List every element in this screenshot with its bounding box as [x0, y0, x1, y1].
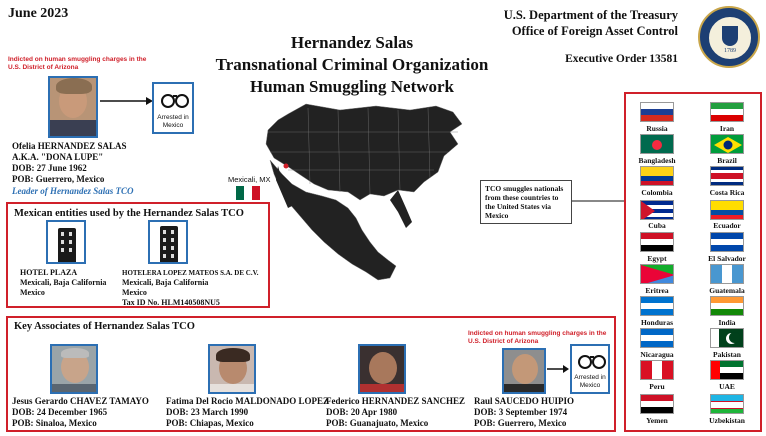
entity-1-city: Mexicali, Baja California: [20, 278, 107, 287]
el-salvador-flag: [710, 232, 744, 252]
entity-2-tax-id: Tax ID No. HLM140508NU5: [122, 298, 220, 307]
country-nicaragua: Nicaragua: [640, 350, 674, 359]
associate-indictment-note: Indicted on human smuggling charges in the U.S. District of Arizona: [468, 330, 607, 345]
country-el-salvador: El Salvador: [708, 254, 746, 263]
country-brazil: Brazil: [717, 156, 737, 165]
entities-heading: Mexican entities used by the Hernandez Salas TCO: [14, 208, 244, 219]
peru-flag: [640, 360, 674, 380]
north-america-map: [248, 96, 476, 286]
uae-flag: [710, 360, 744, 380]
iran-flag: [710, 102, 744, 122]
associate-2-name: Fatima Del Rocio MALDONADO LOPEZ: [166, 396, 329, 406]
country-honduras: Honduras: [640, 318, 674, 327]
uzbekistan-flag: [710, 394, 744, 414]
ecuador-flag: [710, 200, 744, 220]
associate-4-photo: [502, 348, 546, 394]
leader-name: Ofelia HERNANDEZ SALAS: [12, 141, 127, 151]
agency-line-2: Office of Foreign Asset Control: [511, 24, 678, 38]
india-flag: [710, 296, 744, 316]
leader-dob: DOB: 27 June 1962: [12, 163, 87, 173]
shield-icon: [722, 26, 738, 46]
associate-3-photo: [358, 344, 406, 394]
title-line-1: Hernandez Salas: [290, 33, 414, 52]
associate-4-name: Raul SAUCEDO HUIPIO: [474, 396, 575, 406]
agency-line-1: U.S. Department of the Treasury: [503, 8, 678, 22]
entity-2-country: Mexico: [122, 288, 147, 297]
associate-1-dob: DOB: 24 December 1965: [12, 407, 108, 417]
mexico-flag: [236, 186, 260, 200]
eritrea-flag: [640, 264, 674, 284]
country-peru: Peru: [649, 382, 665, 391]
country-ecuador: Ecuador: [713, 221, 741, 230]
associate-1-name: Jesus Gerardo CHAVEZ TAMAYO: [12, 396, 149, 406]
entity-1-country: Mexico: [20, 288, 45, 297]
bangladesh-flag: [640, 134, 674, 154]
title-line-2: Transnational Criminal Organization: [215, 55, 489, 74]
entity-2-name: HOTELERA LOPEZ MATEOS S.A. DE C.V.: [122, 269, 259, 277]
brazil-flag: [710, 134, 744, 154]
seal-year: 1789: [724, 48, 736, 54]
map-label-mexicali: Mexicali, MX: [228, 175, 271, 184]
egypt-flag: [640, 232, 674, 252]
associate-4-dob: DOB: 3 September 1974: [474, 407, 568, 417]
country-colombia: Colombia: [641, 188, 673, 197]
associate-2-dob: DOB: 23 March 1990: [166, 407, 249, 417]
country-bangladesh: Bangladesh: [638, 156, 676, 165]
associate-2-pob: POB: Chiapas, Mexico: [166, 418, 254, 428]
handcuffs-icon: [160, 88, 190, 110]
leader-role: Leader of Hernandez Salas TCO: [12, 186, 134, 196]
handcuffs-icon: [577, 349, 607, 371]
leader-aka: A.K.A. "DONA LUPE": [12, 152, 104, 162]
associate-arrow: [546, 364, 570, 374]
country-costa-rica: Costa Rica: [709, 188, 745, 197]
country-russia: Russia: [646, 124, 668, 133]
country-india: India: [718, 318, 736, 327]
russia-flag: [640, 102, 674, 122]
country-yemen: Yemen: [646, 416, 668, 425]
leader-arrow: [98, 96, 154, 106]
leader-indictment-note: Indicted on human smuggling charges in the U.S. District of Arizona: [8, 56, 147, 71]
smuggling-note: TCO smuggles nationals from these countries to the United States via Mexico: [480, 180, 572, 224]
leader-status: Arrested in Mexico: [157, 114, 189, 129]
associate-status: Arrested in Mexico: [574, 374, 606, 389]
country-eritrea: Eritrea: [645, 286, 669, 295]
mexicali-marker: [284, 164, 289, 169]
guatemala-flag: [710, 264, 744, 284]
associate-2-photo: [208, 344, 256, 394]
note-connector-line: [572, 196, 626, 206]
associate-1-photo: [50, 344, 98, 394]
associate-3-dob: DOB: 20 Apr 1980: [326, 407, 398, 417]
leader-arrest-card: [152, 82, 194, 134]
leader-photo: [48, 76, 98, 138]
cuba-flag: [640, 200, 674, 220]
entities-box: [6, 202, 270, 308]
country-guatemala: Guatemala: [709, 286, 745, 295]
associate-3-name: Federico HERNANDEZ SANCHEZ: [326, 396, 465, 406]
hotelera-building-icon: [148, 220, 188, 264]
country-iran: Iran: [719, 124, 735, 133]
entity-2-city: Mexicali, Baja California: [122, 278, 209, 287]
yemen-flag: [640, 394, 674, 414]
associates-heading: Key Associates of Hernandez Salas TCO: [14, 321, 195, 332]
country-uae: UAE: [719, 382, 735, 391]
colombia-flag: [640, 166, 674, 186]
associates-box: [6, 316, 616, 432]
associate-1-pob: POB: Sinaloa, Mexico: [12, 418, 97, 428]
entity-1-name: HOTEL PLAZA: [20, 268, 78, 277]
title-line-3: Human Smuggling Network: [249, 77, 455, 96]
executive-order: Executive Order 13581: [565, 53, 678, 65]
pakistan-flag: [710, 328, 744, 348]
associate-arrest-card: [570, 344, 610, 394]
honduras-flag: [640, 296, 674, 316]
associate-4-pob: POB: Guerrero, Mexico: [474, 418, 567, 428]
nicaragua-flag: [640, 328, 674, 348]
country-egypt: Egypt: [647, 254, 667, 263]
hotel-plaza-building-icon: [46, 220, 86, 264]
associate-3-pob: POB: Guanajuato, Mexico: [326, 418, 429, 428]
costa-rica-flag: [710, 166, 744, 186]
country-pakistan: Pakistan: [713, 350, 741, 359]
report-date: June 2023: [8, 6, 69, 21]
leader-pob: POB: Guerrero, Mexico: [12, 174, 105, 184]
treasury-seal: [698, 6, 760, 68]
country-uzbekistan: Uzbekistan: [709, 416, 745, 425]
country-cuba: Cuba: [648, 221, 666, 230]
